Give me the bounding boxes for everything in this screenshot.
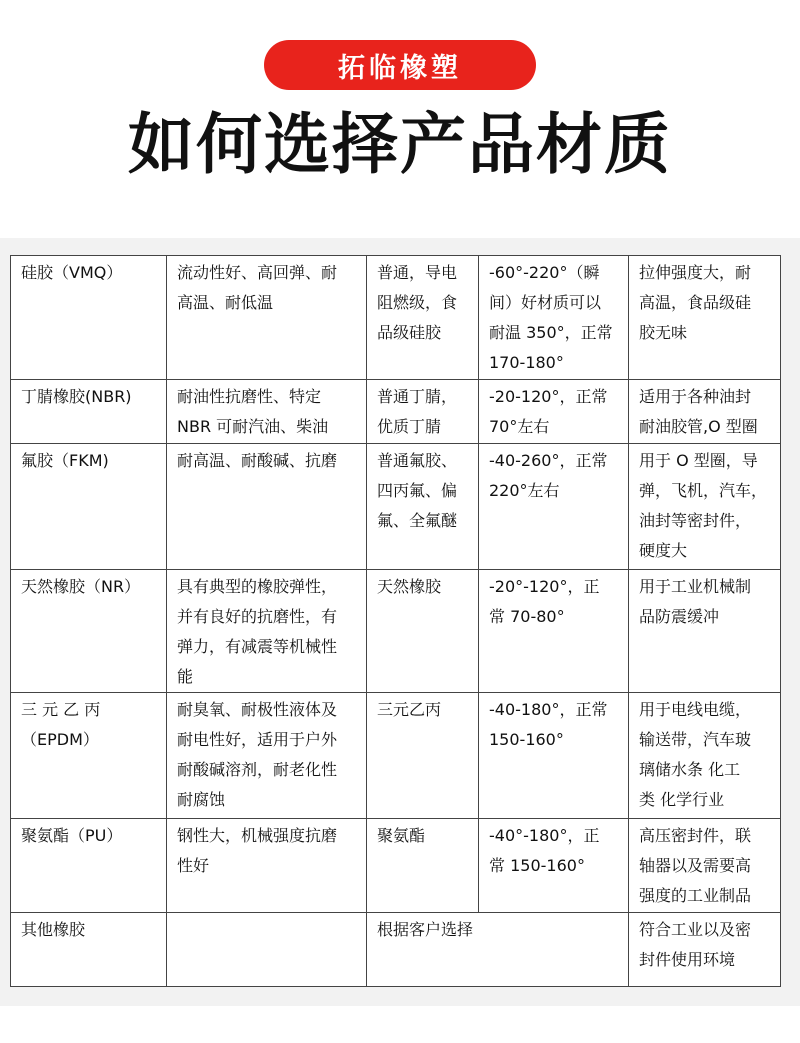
- cell-grades: 聚氨酯: [367, 819, 479, 913]
- brand-badge: 拓临橡塑: [264, 40, 536, 90]
- cell-application: 高压密封件，联 轴器以及需要高 强度的工业制品: [629, 819, 781, 913]
- cell-application: 用于 O 型圈，导 弹，飞机，汽车， 油封等密封件， 硬度大: [629, 444, 781, 570]
- cell-material: 天然橡胶（NR）: [11, 570, 167, 693]
- table-row: [11, 819, 781, 913]
- cell-properties: 具有典型的橡胶弹性， 并有良好的抗磨性，有 弹力，有减震等机械性 能: [167, 570, 367, 693]
- table-row: [11, 693, 781, 819]
- cell-application: 适用于各种油封 耐油胶管,O 型圈: [629, 380, 781, 444]
- table-row: [11, 570, 781, 693]
- cell-temperature: -60°-220°（瞬 间）好材质可以 耐温 350°，正常 170-180°: [479, 256, 629, 380]
- cell-temperature: -40-180°，正常 150-160°: [479, 693, 629, 819]
- cell-material: 聚氨酯（PU）: [11, 819, 167, 913]
- cell-temperature: -20-120°，正常 70°左右: [479, 380, 629, 444]
- table-row: [11, 256, 781, 380]
- cell-material: 氟胶（FKM): [11, 444, 167, 570]
- cell-material: 三 元 乙 丙 （EPDM）: [11, 693, 167, 819]
- cell-properties: 耐臭氧、耐极性液体及 耐电性好，适用于户外 耐酸碱溶剂，耐老化性 耐腐蚀: [167, 693, 367, 819]
- cell-grades: 普通丁腈， 优质丁腈: [367, 380, 479, 444]
- cell-application: 拉伸强度大，耐 高温，食品级硅 胶无味: [629, 256, 781, 380]
- cell-application: 符合工业以及密 封件使用环境: [629, 913, 781, 987]
- cell-properties: [167, 913, 367, 987]
- cell-grades: 天然橡胶: [367, 570, 479, 693]
- table-row: [11, 913, 781, 987]
- cell-grades: 普通，导电 阻燃级，食 品级硅胶: [367, 256, 479, 380]
- cell-properties: 流动性好、高回弹、耐 高温、耐低温: [167, 256, 367, 380]
- table-row: [11, 380, 781, 444]
- cell-temperature: -40-260°，正常 220°左右: [479, 444, 629, 570]
- cell-grades: 普通氟胶、 四丙氟、偏 氟、全氟醚: [367, 444, 479, 570]
- cell-material: 其他橡胶: [11, 913, 167, 987]
- cell-application: 用于工业机械制 品防震缓冲: [629, 570, 781, 693]
- cell-application: 用于电线电缆， 输送带，汽车玻 璃储水条 化工 类 化学行业: [629, 693, 781, 819]
- cell-temperature: -20°-120°，正 常 70-80°: [479, 570, 629, 693]
- table-row: [11, 444, 781, 570]
- cell-properties: 耐高温、耐酸碱、抗磨: [167, 444, 367, 570]
- cell-grades: 根据客户选择: [367, 913, 629, 987]
- cell-properties: 钢性大，机械强度抗磨 性好: [167, 819, 367, 913]
- cell-material: 硅胶（VMQ）: [11, 256, 167, 380]
- cell-grades: 三元乙丙: [367, 693, 479, 819]
- material-table-panel: [0, 238, 800, 1006]
- cell-temperature: -40°-180°，正 常 150-160°: [479, 819, 629, 913]
- cell-properties: 耐油性抗磨性、特定 NBR 可耐汽油、柴油: [167, 380, 367, 444]
- cell-material: 丁腈橡胶(NBR): [11, 380, 167, 444]
- page-title: 如何选择产品材质: [128, 106, 672, 183]
- material-table: [10, 255, 781, 987]
